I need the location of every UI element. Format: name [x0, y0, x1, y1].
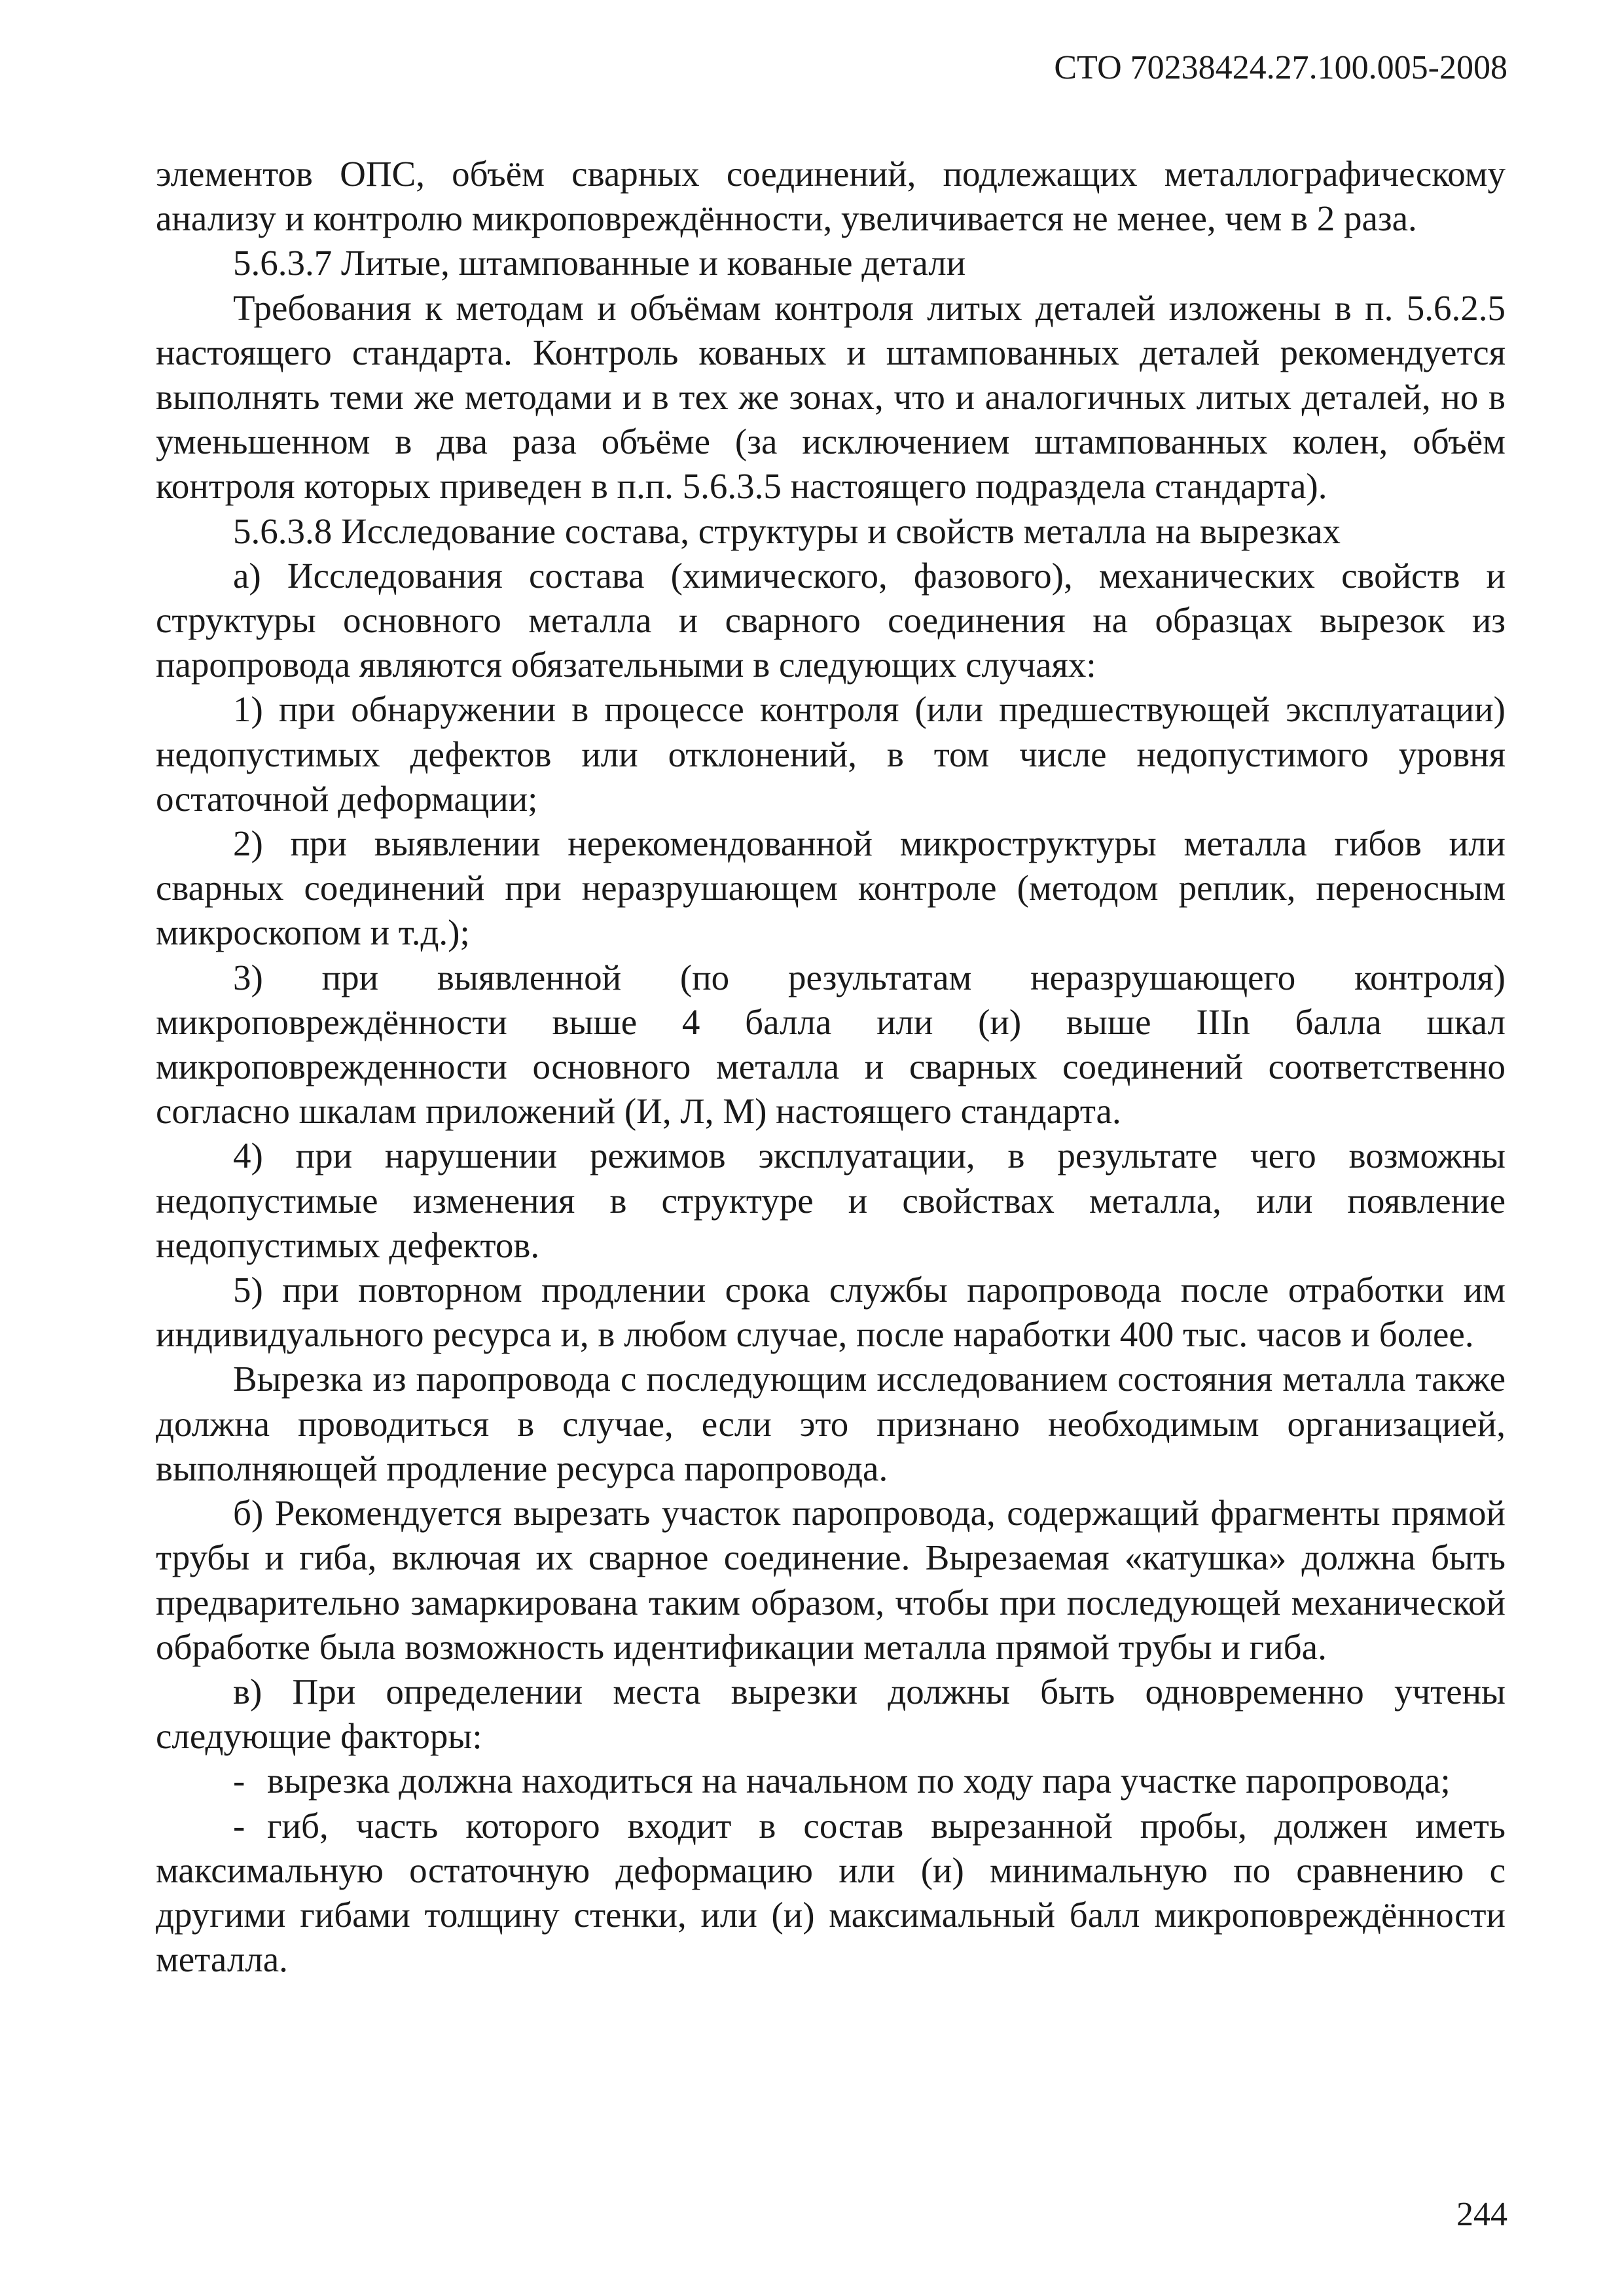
bullet-marker: - [233, 1761, 245, 1801]
page-number: 244 [1456, 2196, 1507, 2233]
bullet-item-2 [156, 1804, 1506, 1982]
section-heading-5-6-3-8: 5.6.3.8 Исследование состава, структуры и свойств металла на вырезках [233, 511, 1341, 551]
paragraph-item-b: б) Рекомендуется вырезать участок паропровода, содержащий фрагменты прямой трубы и гиба, включая их сварное соединение. Вырезаемая «катушка» должна быть предварительно замаркирована таким образом, чтобы при последующей механической обработке была возможность идентификации металла прямой трубы и гиба. [156, 1493, 1506, 1667]
section-heading-5-6-3-7: 5.6.3.7 Литые, штампованные и кованые детали [233, 243, 966, 283]
paragraph-case-2: 2) при выявлении нерекомендованной микроструктуры металла гибов или сварных соединений при неразрушающем контроле (методом реплик, переносным микроскопом и т.д.); [156, 823, 1506, 953]
paragraph-item-a: а) Исследования состава (химического, фазового), механических свойств и структуры основного металла и сварного соединения на образцах вырезок из паропровода являются обязательными в следующих случаях: [156, 555, 1506, 685]
paragraph-case-1: 1) при обнаружении в процессе контроля (или предшествующей эксплуатации) недопустимых дефектов или отклонений, в том числе недопустимого уровня остаточной деформации; [156, 689, 1506, 819]
paragraph-case-4: 4) при нарушении режимов эксплуатации, в результате чего возможны недопустимые изменения в структуре и свойствах металла, или появление недопустимых дефектов. [156, 1136, 1506, 1265]
paragraph-case-3: 3) при выявленной (по результатам неразрушающего контроля) микроповреждённости выше 4 балла или (и) выше IIIn балла шкал микроповрежденности основного металла и сварных соединений соответственно согласно шкалам приложений (И, Л, М) настоящего стандарта. [156, 957, 1506, 1132]
paragraph-continuation: элементов ОПС, объём сварных соединений, подлежащих металлографическому анализу и контролю микроповреждённости, увеличивается не менее, чем в 2 раза. [156, 154, 1506, 239]
paragraph-case-5: 5) при повторном продлении срока службы паропровода после отработки им индивидуального ресурса и, в любом случае, после наработки 400 тыс. часов и более. [156, 1270, 1506, 1355]
bullet-item-1 [156, 1759, 1506, 1803]
document-body [156, 152, 1506, 1982]
paragraph-cast-parts: Требования к методам и объёмам контроля литых деталей изложены в п. 5.6.2.5 настоящего стандарта. Контроль кованых и штампованных деталей рекомендуется выполнять теми же методами и в тех же зонах, что и аналогичных литых деталей, но в уменьшенном в два раза объёме (за исключением штампованных колен, объём контроля которых приведен в п.п. 5.6.3.5 настоящего подраздела стандарта). [156, 287, 1506, 507]
document-code: СТО 70238424.27.100.005-2008 [1054, 49, 1507, 86]
bullet-text: вырезка должна находиться на начальном по ходу пара участке паропровода; [267, 1761, 1451, 1801]
paragraph-cutout-note: Вырезка из паропровода с последующим исследованием состояния металла также должна проводиться в случае, если это признано необходимым организацией, выполняющей продление ресурса паропровода. [156, 1359, 1506, 1488]
paragraph-item-v: в) При определении места вырезки должны быть одновременно учтены следующие факторы: [156, 1671, 1506, 1757]
bullet-marker: - [233, 1805, 245, 1846]
bullet-text: гиб, часть которого входит в состав вырезанной пробы, должен иметь максимальную остаточную деформацию или (и) минимальную по сравнению с другими гибами толщину стенки, или (и) максимальный балл микроповреждённости металла. [156, 1805, 1506, 1980]
